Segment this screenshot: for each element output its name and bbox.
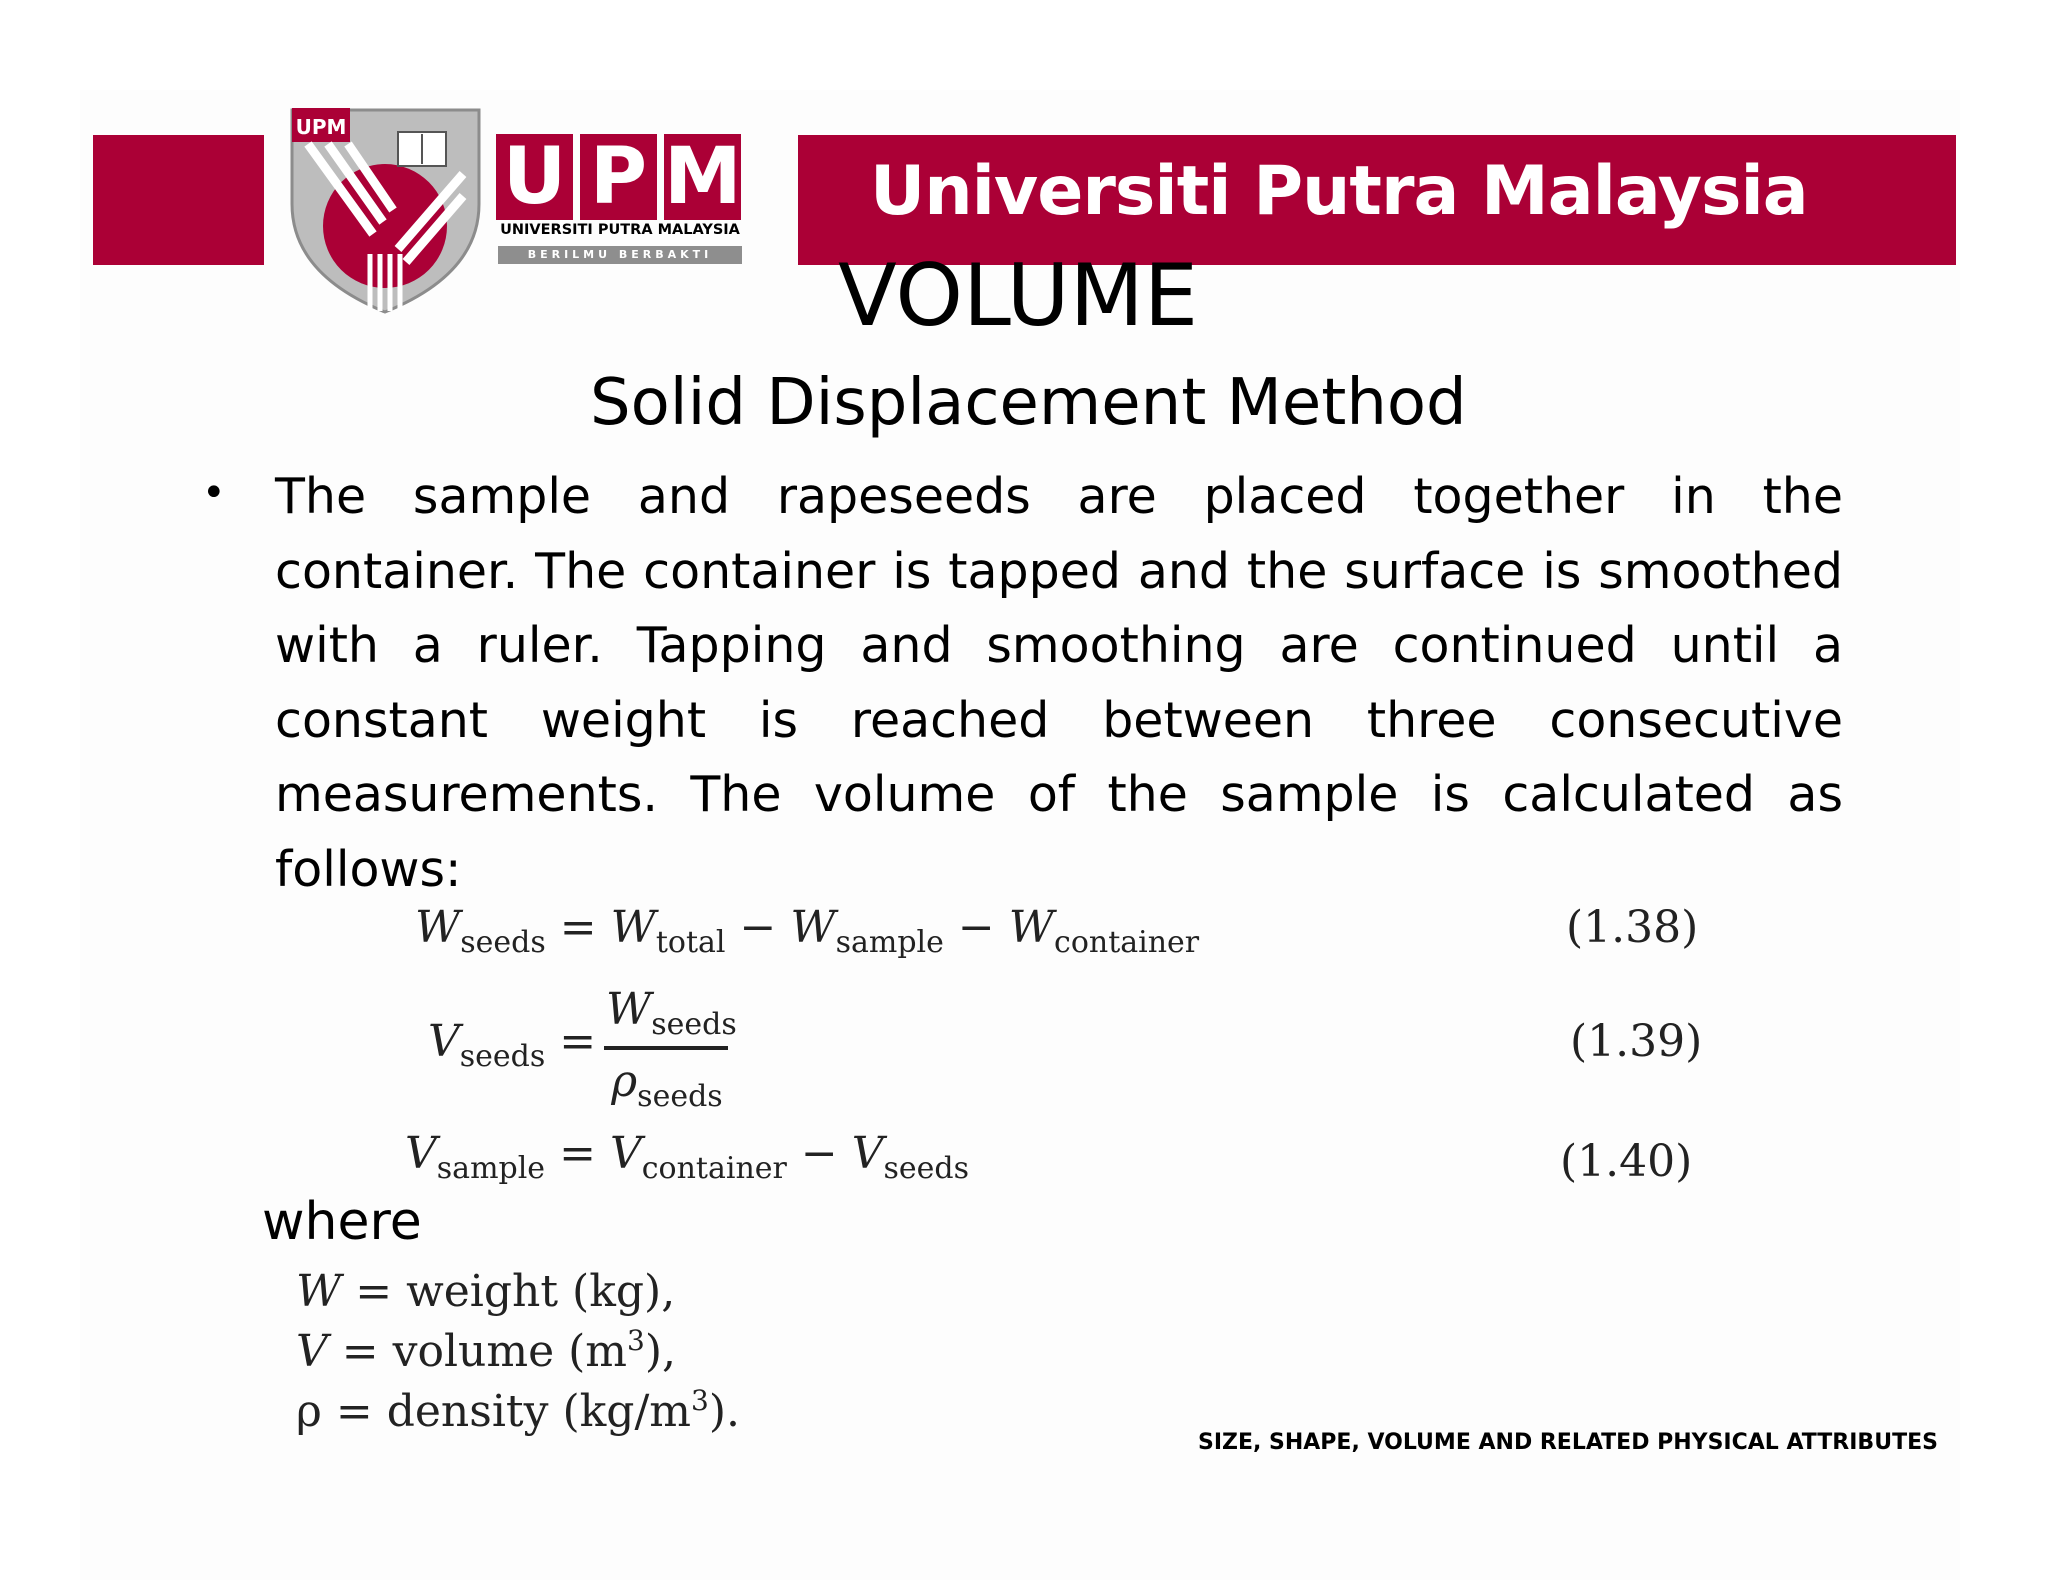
where-label: where: [262, 1192, 422, 1252]
slide-subtitle: Solid Displacement Method: [590, 366, 1467, 440]
definition-density: ρ = density $(kg/m^3)$.: [296, 1384, 740, 1437]
equation-number-1-40: (1.40): [1560, 1136, 1693, 1187]
fraction-bar: [604, 1046, 728, 1050]
logo-subtitle: UNIVERSITI PUTRA MALAYSIA: [500, 222, 740, 238]
logo-letter-m: M: [664, 132, 742, 222]
bullet-marker: •: [202, 470, 226, 516]
footer-course-title: SIZE, SHAPE, VOLUME AND RELATED PHYSICAL ATTRIBUTES: [1198, 1430, 1938, 1455]
header-band-left: [93, 135, 264, 265]
equation-number-1-39: (1.39): [1570, 1016, 1703, 1067]
logo-motto: BERILMU BERBAKTI: [498, 246, 742, 264]
upm-wordmark-logo: [496, 134, 744, 266]
fraction-numerator: $W_{seeds}$: [606, 984, 737, 1042]
definition-weight: W = weight (kg),: [296, 1266, 676, 1317]
bullet-paragraph: The sample and rapeseeds are placed together in the container. The container is tapped and the surface is smoothed with a ruler. Tapping and smoothing are continued until a constant weight is reached between three consecutive measurements. The volume of the sample is calculated as follows:: [275, 468, 1843, 898]
equation-1-40: $V_{sample} = V_{container} - V_{seeds}$: [405, 1128, 970, 1186]
logo-letter-p: P: [580, 134, 657, 220]
university-name: Universiti Putra Malaysia: [870, 152, 1808, 231]
logo-letter-u: U: [496, 134, 573, 220]
equation-number-1-38: (1.38): [1566, 902, 1699, 953]
fraction-denominator: $\rho_{seeds}$: [611, 1056, 723, 1114]
equation-1-38: $W_{seeds} = W_{total} - W_{sample} - W_{container}$: [415, 902, 1200, 960]
definition-volume: V = volume $(m^3)$,: [296, 1324, 677, 1377]
equation-1-39-lhs: $V_{seeds}$ =: [428, 1016, 597, 1074]
crest-label: UPM: [295, 115, 347, 139]
slide-title: VOLUME: [838, 246, 1199, 346]
upm-crest-logo: [288, 104, 483, 316]
